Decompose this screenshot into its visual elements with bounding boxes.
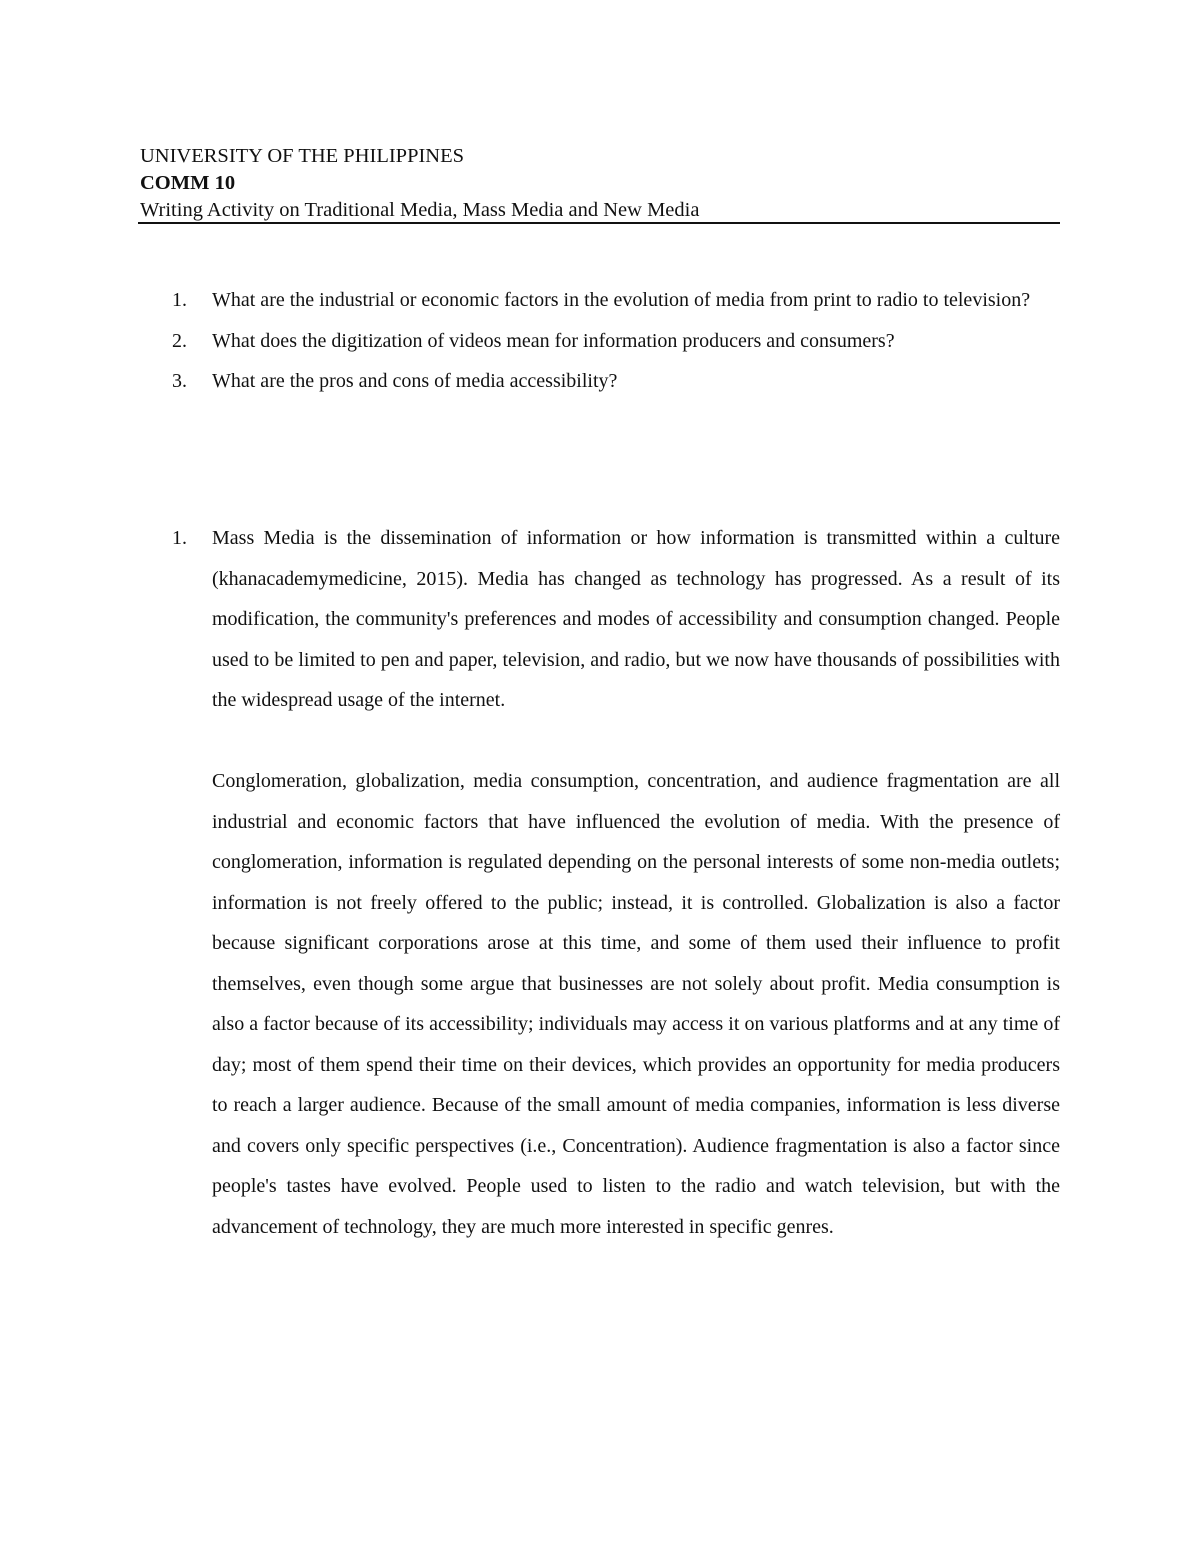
course-code: COMM 10 — [140, 172, 236, 194]
question-number: 3. — [172, 370, 187, 392]
question-item — [140, 321, 1060, 362]
question-text: What are the industrial or economic factors in the evolution of media from print to radio to television? — [212, 289, 1031, 311]
answer-number: 1. — [172, 527, 187, 549]
question-number: 1. — [172, 289, 187, 311]
question-item — [140, 361, 1060, 402]
question-text: What are the pros and cons of media accessibility? — [212, 370, 618, 392]
answer-list — [140, 518, 1060, 1247]
university-name: UNIVERSITY OF THE PHILIPPINES — [140, 145, 465, 167]
answer-paragraph: Conglomeration, globalization, media consumption, concentration, and audience fragmentation are all industrial and economic factors that have influenced the evolution of media. With the presence of conglomeration, information is regulated depending on the personal interests of some non-media outlets; information is not freely offered to the public; instead, it is controlled. Globalization is also a factor because significant corporations arose at this time, and some of them used their influence to profit themselves, even though some argue that businesses are not solely about profit. Media consumption is also a factor because of its accessibility; individuals may access it on various platforms and at any time of day; most of them spend their time on their devices, which provides an opportunity for media producers to reach a larger audience. Because of the small amount of media companies, information is less diverse and covers only specific perspectives (i.e., Concentration). Audience fragmentation is also a factor since people's tastes have evolved. People used to listen to the radio and watch television, but with the advancement of technology, they are much more interested in specific genres. — [212, 770, 1060, 1238]
question-item — [140, 280, 1060, 321]
activity-title: Writing Activity on Traditional Media, Mass Media and New Media — [140, 199, 700, 221]
header-divider — [138, 222, 1060, 224]
answer-paragraph: Mass Media is the dissemination of information or how information is transmitted within a culture (khanacademymedicine, 2015). Media has changed as technology has progressed. As a result of its modification, the community's preferences and modes of accessibility and consumption changed. People used to be limited to pen and paper, television, and radio, but we now have thousands of possibilities with the widespread usage of the internet. — [212, 527, 1060, 711]
question-number: 2. — [172, 329, 187, 352]
document-header — [140, 143, 1060, 224]
question-list — [140, 280, 1060, 402]
question-text: What does the digitization of videos mean for information producers and consumers? — [212, 329, 895, 352]
answer-item — [140, 518, 1060, 1247]
